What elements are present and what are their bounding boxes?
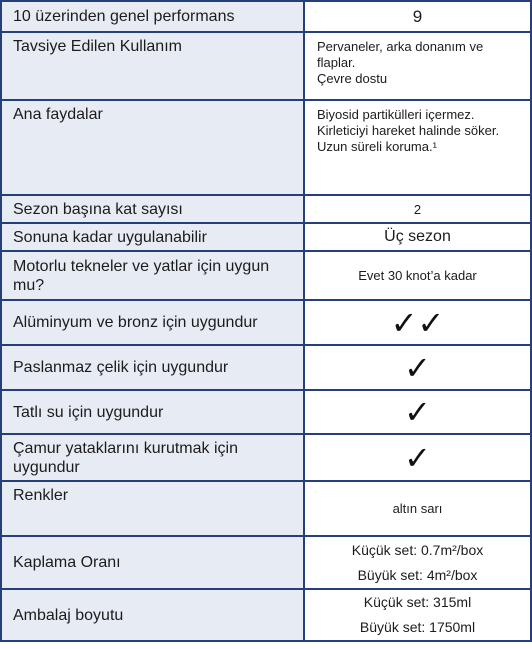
check-icon: ✓ [404,438,431,477]
table-row [1,223,531,251]
table-row [1,589,531,641]
table-row [1,100,531,195]
row-value-mud-beds [304,434,531,481]
coverage-small-set: Küçük set: 0.7m²/box [351,541,484,558]
double-check-icon: ✓✓ [390,303,445,342]
table-row [1,536,531,589]
row-value-stainless-steel [304,345,531,390]
row-value-colors: altın sarı [304,481,531,536]
main-benefits-line: Uzun süreli koruma.¹ [317,139,437,154]
row-value-recommended-use [304,32,531,100]
table-row [1,32,531,100]
row-label-fresh-water: Tatlı su için uygundur [1,390,304,434]
row-value-main-benefits [304,100,531,195]
row-label-coats-per-season: Sezon başına kat sayısı [1,195,304,223]
table-row [1,390,531,434]
row-label-applicable-until: Sonuna kadar uygulanabilir [1,223,304,251]
row-value-motorboats: Evet 30 knot’a kadar [304,251,531,300]
row-value-package-size [304,589,531,641]
recommended-use-line: flaplar. [317,55,356,70]
recommended-use-line: Çevre dostu [317,71,388,86]
table-row [1,434,531,481]
row-label-recommended-use: Tavsiye Edilen Kullanım [1,32,304,100]
row-label-package-size: Ambalaj boyutu [1,589,304,641]
recommended-use-line: Pervaneler, arka donanım ve [317,39,484,54]
row-label-mud-beds: Çamur yataklarını kurutmak için uygundur [1,434,304,481]
check-icon: ✓ [404,348,431,387]
coverage-large-set: Büyük set: 4m²/box [357,566,478,583]
table-row [1,1,531,32]
row-label-coverage-rate: Kaplama Oranı [1,536,304,589]
row-value-applicable-until: Üç sezon [304,223,531,251]
row-label-stainless-steel: Paslanmaz çelik için uygundur [1,345,304,390]
row-value-fresh-water [304,390,531,434]
table-row [1,300,531,345]
package-small-set: Küçük set: 315ml [363,594,472,610]
row-value-coats-per-season: 2 [304,195,531,223]
table-row [1,345,531,390]
row-value-aluminium-bronze [304,300,531,345]
main-benefits-line: Kirleticiyi hareket halinde söker. [317,123,500,138]
package-large-set: Büyük set: 1750ml [359,619,476,635]
row-label-aluminium-bronze: Alüminyum ve bronz için uygundur [1,300,304,345]
row-label-main-benefits: Ana faydalar [1,100,304,195]
table-row [1,195,531,223]
row-value-overall-performance: 9 [304,1,531,32]
check-icon: ✓ [404,393,431,431]
main-benefits-line: Biyosid partikülleri içermez. [317,107,475,122]
table-row [1,251,531,300]
row-label-overall-performance: 10 üzerinden genel performans [1,1,304,32]
table-row [1,481,531,536]
row-value-coverage-rate [304,536,531,589]
row-label-colors: Renkler [1,481,304,536]
row-label-motorboats: Motorlu tekneler ve yatlar için uygun mu? [1,251,304,300]
